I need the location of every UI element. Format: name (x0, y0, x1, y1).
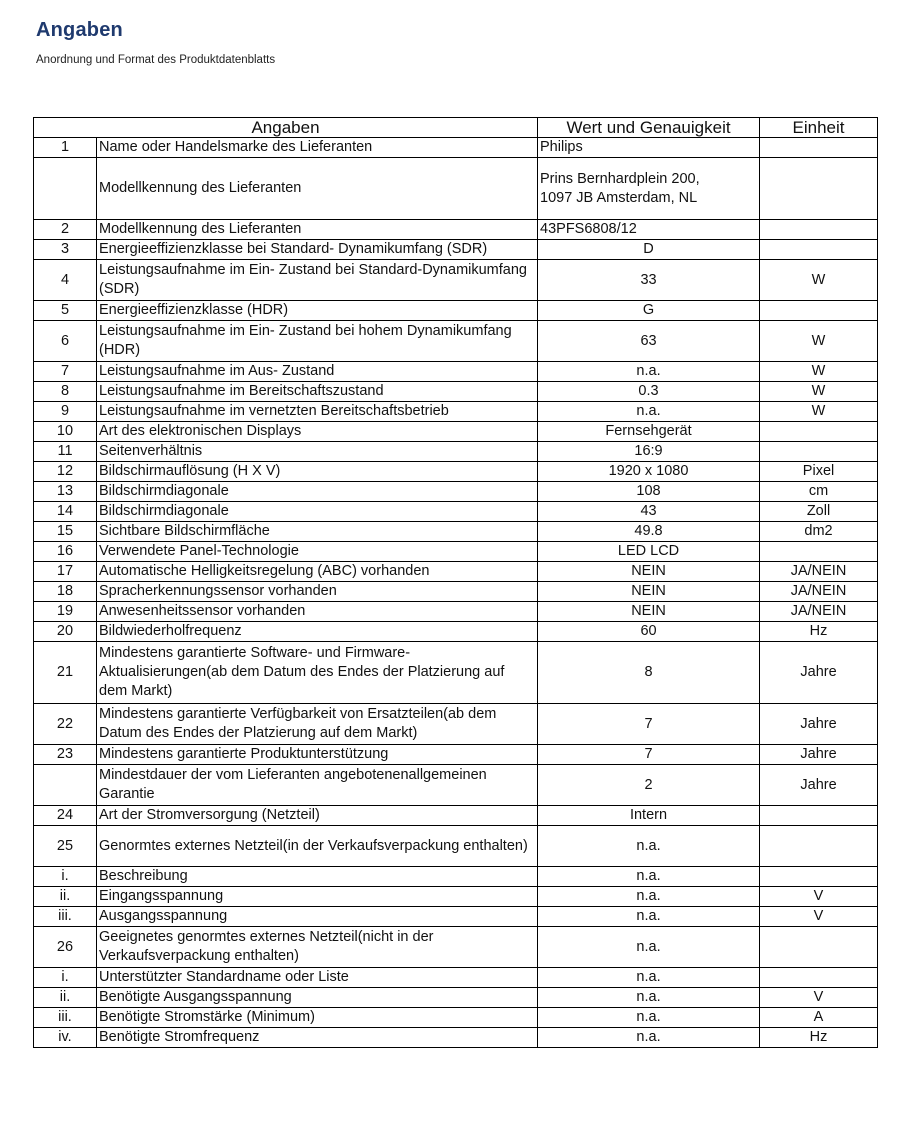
row-label: Mindestdauer der vom Lieferanten angebotenenallgemeinen Garantie (97, 765, 538, 806)
row-label: Eingangsspannung (97, 887, 538, 907)
table-row (34, 988, 878, 1008)
row-number: 13 (34, 482, 97, 502)
row-unit: Zoll (760, 502, 878, 522)
row-unit (760, 422, 878, 442)
row-value: 43 (538, 502, 760, 522)
row-unit: Jahre (760, 745, 878, 765)
row-label: Modellkennung des Lieferanten (97, 158, 538, 220)
table-header-row (34, 118, 878, 138)
row-value: n.a. (538, 362, 760, 382)
row-label: Verwendete Panel-Technologie (97, 542, 538, 562)
row-unit: Hz (760, 1028, 878, 1048)
row-unit: W (760, 321, 878, 362)
row-number: 24 (34, 806, 97, 826)
row-value: 63 (538, 321, 760, 362)
row-label: Sichtbare Bildschirmfläche (97, 522, 538, 542)
row-number: 7 (34, 362, 97, 382)
table-row (34, 582, 878, 602)
row-value: NEIN (538, 582, 760, 602)
row-label: Name oder Handelsmarke des Lieferanten (97, 138, 538, 158)
table-row (34, 442, 878, 462)
table-row (34, 826, 878, 867)
row-number: 22 (34, 704, 97, 745)
row-unit: A (760, 1008, 878, 1028)
table-row (34, 927, 878, 968)
row-value: Fernsehgerät (538, 422, 760, 442)
row-number: 20 (34, 622, 97, 642)
row-number: 19 (34, 602, 97, 622)
row-unit: V (760, 907, 878, 927)
row-label: Mindestens garantierte Produktunterstützung (97, 745, 538, 765)
row-value: 43PFS6808/12 (538, 220, 760, 240)
row-value: Philips (538, 138, 760, 158)
table-row (34, 220, 878, 240)
table-row (34, 806, 878, 826)
row-label: Anwesenheitssensor vorhanden (97, 602, 538, 622)
row-label: Benötigte Stromfrequenz (97, 1028, 538, 1048)
row-number: 17 (34, 562, 97, 582)
table-row (34, 482, 878, 502)
row-number: 23 (34, 745, 97, 765)
table-row (34, 704, 878, 745)
row-value: n.a. (538, 887, 760, 907)
row-label: Geeignetes genormtes externes Netzteil(nicht in der Verkaufsverpackung enthalten) (97, 927, 538, 968)
row-label: Genormtes externes Netzteil(in der Verkaufsverpackung enthalten) (97, 826, 538, 867)
row-number: 25 (34, 826, 97, 867)
table-row (34, 138, 878, 158)
table-row (34, 1028, 878, 1048)
row-label: Seitenverhältnis (97, 442, 538, 462)
row-unit: dm2 (760, 522, 878, 542)
row-label: Beschreibung (97, 867, 538, 887)
row-unit: W (760, 260, 878, 301)
row-unit: Hz (760, 622, 878, 642)
table-row (34, 602, 878, 622)
row-number: iii. (34, 907, 97, 927)
row-value: n.a. (538, 1028, 760, 1048)
row-value: n.a. (538, 988, 760, 1008)
row-unit: Jahre (760, 642, 878, 704)
table-row (34, 158, 878, 220)
row-unit (760, 301, 878, 321)
row-label: Modellkennung des Lieferanten (97, 220, 538, 240)
row-label: Automatische Helligkeitsregelung (ABC) vorhanden (97, 562, 538, 582)
table-row (34, 402, 878, 422)
row-label: Bildwiederholfrequenz (97, 622, 538, 642)
row-number: 18 (34, 582, 97, 602)
row-number: 21 (34, 642, 97, 704)
table-row (34, 321, 878, 362)
table-row (34, 462, 878, 482)
row-label: Ausgangsspannung (97, 907, 538, 927)
row-value: 8 (538, 642, 760, 704)
row-unit: Jahre (760, 704, 878, 745)
row-label: Leistungsaufnahme im Ein- Zustand bei hohem Dynamikumfang (HDR) (97, 321, 538, 362)
row-unit (760, 927, 878, 968)
table-row (34, 745, 878, 765)
column-header-angaben: Angaben (34, 118, 538, 138)
row-unit: W (760, 362, 878, 382)
row-label: Unterstützter Standardname oder Liste (97, 968, 538, 988)
table-row (34, 765, 878, 806)
row-number: 11 (34, 442, 97, 462)
row-unit: W (760, 382, 878, 402)
row-unit: W (760, 402, 878, 422)
column-header-wert: Wert und Genauigkeit (538, 118, 760, 138)
row-value: Prins Bernhardplein 200, 1097 JB Amsterdam, NL (538, 158, 760, 220)
row-label: Leistungsaufnahme im vernetzten Bereitschaftsbetrieb (97, 402, 538, 422)
row-number: iv. (34, 1028, 97, 1048)
row-number: 6 (34, 321, 97, 362)
table-row (34, 362, 878, 382)
row-number: 8 (34, 382, 97, 402)
row-label: Leistungsaufnahme im Bereitschaftszustand (97, 382, 538, 402)
table-row (34, 301, 878, 321)
row-unit: Jahre (760, 765, 878, 806)
row-label: Benötigte Stromstärke (Minimum) (97, 1008, 538, 1028)
row-label: Art der Stromversorgung (Netzteil) (97, 806, 538, 826)
row-value: 33 (538, 260, 760, 301)
row-value: 1920 x 1080 (538, 462, 760, 482)
table-row (34, 522, 878, 542)
row-number: 2 (34, 220, 97, 240)
row-value: 60 (538, 622, 760, 642)
row-unit (760, 240, 878, 260)
row-number: 26 (34, 927, 97, 968)
row-value: Intern (538, 806, 760, 826)
page-subtitle: Anordnung und Format des Produktdatenblatts (36, 54, 276, 66)
row-label: Art des elektronischen Displays (97, 422, 538, 442)
row-unit (760, 442, 878, 462)
row-value: NEIN (538, 562, 760, 582)
row-unit (760, 806, 878, 826)
row-unit (760, 158, 878, 220)
row-unit: JA/NEIN (760, 562, 878, 582)
table-row (34, 907, 878, 927)
table-row (34, 542, 878, 562)
table-row (34, 867, 878, 887)
row-number: i. (34, 867, 97, 887)
table-row (34, 502, 878, 522)
row-number: 9 (34, 402, 97, 422)
row-label: Energieeffizienzklasse bei Standard- Dynamikumfang (SDR) (97, 240, 538, 260)
row-number: 4 (34, 260, 97, 301)
row-number: ii. (34, 887, 97, 907)
row-value: 7 (538, 745, 760, 765)
table-row (34, 887, 878, 907)
row-value: 16:9 (538, 442, 760, 462)
row-label: Mindestens garantierte Software- und Firmware-Aktualisierungen(ab dem Datum des Endes der Platzierung auf dem Markt) (97, 642, 538, 704)
row-value: n.a. (538, 927, 760, 968)
row-number: 12 (34, 462, 97, 482)
row-unit: Pixel (760, 462, 878, 482)
row-unit: cm (760, 482, 878, 502)
table-row (34, 382, 878, 402)
row-label: Bildschirmauflösung (H X V) (97, 462, 538, 482)
row-value: n.a. (538, 968, 760, 988)
table-row (34, 422, 878, 442)
row-unit (760, 542, 878, 562)
table-row (34, 622, 878, 642)
table-row (34, 562, 878, 582)
row-value: 108 (538, 482, 760, 502)
row-number: 3 (34, 240, 97, 260)
row-value: LED LCD (538, 542, 760, 562)
row-number: 10 (34, 422, 97, 442)
row-unit: JA/NEIN (760, 602, 878, 622)
row-number: 5 (34, 301, 97, 321)
row-value: n.a. (538, 867, 760, 887)
row-number: i. (34, 968, 97, 988)
row-unit (760, 220, 878, 240)
row-value: 0.3 (538, 382, 760, 402)
row-value: n.a. (538, 907, 760, 927)
row-value: NEIN (538, 602, 760, 622)
table-row (34, 642, 878, 704)
row-label: Energieeffizienzklasse (HDR) (97, 301, 538, 321)
product-data-table (33, 117, 878, 1048)
row-unit: V (760, 887, 878, 907)
row-label: Benötigte Ausgangsspannung (97, 988, 538, 1008)
row-value: n.a. (538, 402, 760, 422)
row-value: 7 (538, 704, 760, 745)
row-unit: JA/NEIN (760, 582, 878, 602)
row-label: Bildschirmdiagonale (97, 502, 538, 522)
row-label: Spracherkennungssensor vorhanden (97, 582, 538, 602)
row-label: Leistungsaufnahme im Ein- Zustand bei Standard-Dynamikumfang (SDR) (97, 260, 538, 301)
row-value: 49.8 (538, 522, 760, 542)
row-label: Mindestens garantierte Verfügbarkeit von Ersatzteilen(ab dem Datum des Endes der Platzierung auf dem Markt) (97, 704, 538, 745)
row-label: Leistungsaufnahme im Aus- Zustand (97, 362, 538, 382)
row-unit (760, 138, 878, 158)
row-number: 16 (34, 542, 97, 562)
table-row (34, 260, 878, 301)
row-value: n.a. (538, 1008, 760, 1028)
row-number: ii. (34, 988, 97, 1008)
row-value: 2 (538, 765, 760, 806)
page-title: Angaben (36, 19, 123, 41)
row-value: D (538, 240, 760, 260)
row-number: 15 (34, 522, 97, 542)
row-label: Bildschirmdiagonale (97, 482, 538, 502)
row-number: 1 (34, 138, 97, 158)
row-value: n.a. (538, 826, 760, 867)
table-row (34, 1008, 878, 1028)
row-unit (760, 826, 878, 867)
row-unit (760, 968, 878, 988)
row-unit: V (760, 988, 878, 1008)
row-value: G (538, 301, 760, 321)
row-number: 14 (34, 502, 97, 522)
row-unit (760, 867, 878, 887)
row-number (34, 158, 97, 220)
row-number (34, 765, 97, 806)
column-header-einheit: Einheit (760, 118, 878, 138)
row-number: iii. (34, 1008, 97, 1028)
table-row (34, 240, 878, 260)
table-row (34, 968, 878, 988)
